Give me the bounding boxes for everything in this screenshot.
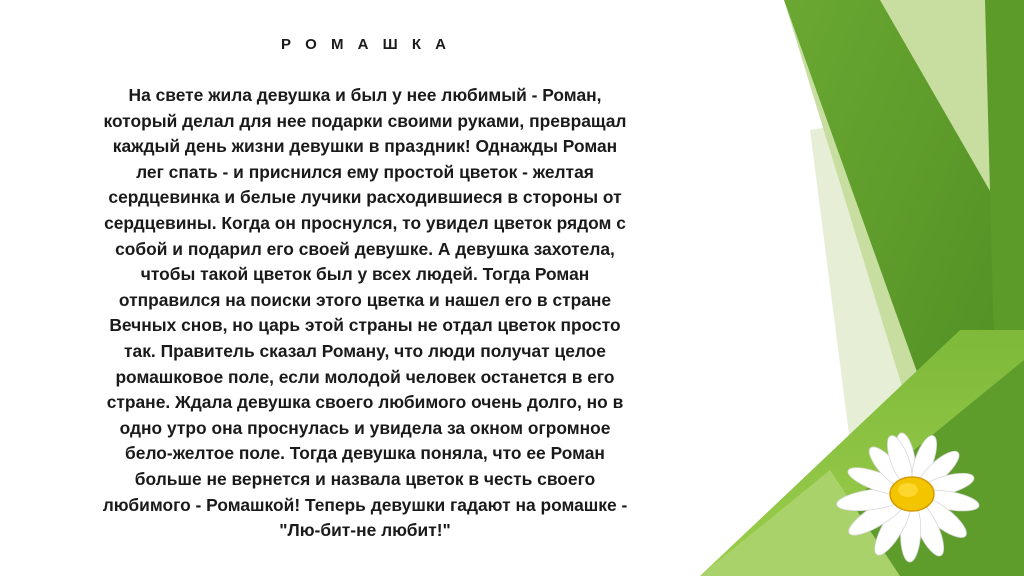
story-line: любимого - Ромашкой! Теперь девушки гадают на ромашке - — [102, 494, 628, 515]
story-line: одно утро она проснулась и увидела за окном огромное — [119, 417, 611, 438]
story-line: отправился на поиски этого цветка и нашел его в стране — [118, 289, 612, 310]
story-line: стране. Ждала девушка своего любимого очень долго, но в — [106, 392, 624, 413]
daisy-icon — [808, 432, 1024, 576]
page-title: Р О М А Ш К А — [280, 36, 452, 53]
story-line: каждый день жизни девушки в праздник! Однажды Роман — [112, 136, 618, 157]
story-line: "Лю-бит-не любит!" — [279, 520, 451, 541]
story-line: так. Правитель сказал Роману, что люди получат целое — [124, 340, 606, 361]
story-line: бело-желтое поле. Тогда девушка поняла, что ее Роман — [125, 443, 605, 464]
story-line: ромашковое поле, если молодой человек останется в его — [115, 366, 615, 387]
story-line: сердцевинка и белые лучики расходившиеся в стороны от — [108, 187, 622, 208]
story-line: сердцевины. Когда он проснулся, то увидел цветок рядом с — [104, 212, 626, 233]
story-line: собой и подарил его своей девушке. А девушка захотела, — [115, 238, 615, 259]
story-text — [40, 83, 690, 544]
story-line: На свете жила девушка и был у нее любимый - Роман, — [128, 85, 602, 105]
story-line: чтобы такой цветок был у всех людей. Тогда Роман — [140, 264, 590, 285]
story-line: лег спать - и приснился ему простой цветок - желтая — [136, 161, 594, 182]
story-line: больше не вернется и назвала цветок в честь своего — [134, 468, 596, 489]
story-line: который делал для нее подарки своими руками, превращал — [103, 110, 627, 131]
story-line: Вечных снов, но царь этой страны не отдал цветок просто — [109, 315, 621, 336]
